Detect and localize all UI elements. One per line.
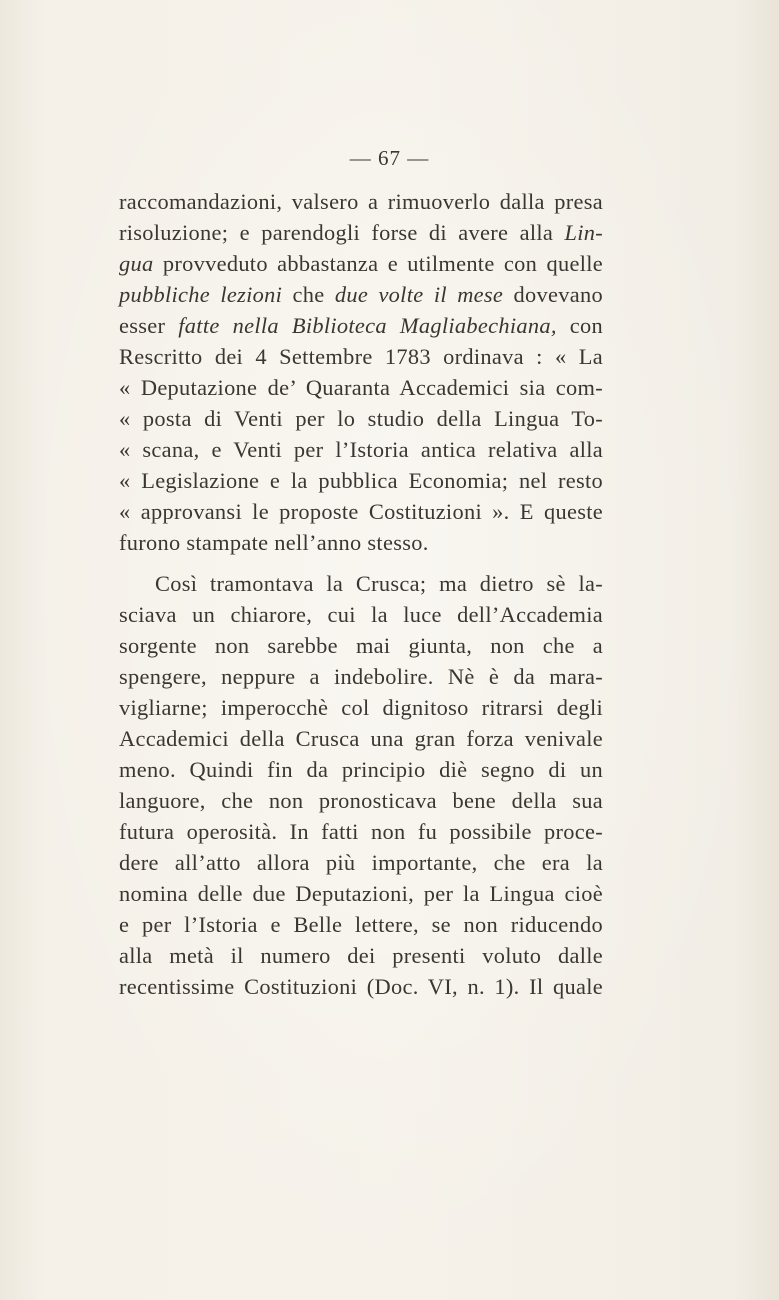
text-line [119, 630, 603, 661]
page-number: — 67 — [349, 146, 430, 170]
text-run: « Legislazione e la pubblica Economia; nel resto [119, 468, 603, 493]
text-line [119, 847, 603, 878]
italic-run: due volte il mese [334, 282, 504, 307]
italic-run: Lin- [564, 220, 603, 245]
text-run: dere all’atto allora più importante, che era la [119, 850, 603, 875]
text-run: « Deputazione de’ Quaranta Accademici sia com- [119, 375, 603, 400]
text-line [119, 816, 603, 847]
text-run: Accademici della Crusca una gran forza venivale [119, 726, 603, 751]
text-run: Rescritto dei 4 Settembre 1783 ordinava : « La [119, 344, 603, 369]
text-run: sciava un chiarore, cui la luce dell’Accademia [119, 602, 603, 627]
italic-run: pubbliche lezioni [119, 282, 283, 307]
paragraph-gap [119, 558, 603, 568]
paragraph-2 [119, 568, 603, 1002]
text-run: « approvansi le proposte Costituzioni ». E queste [119, 499, 603, 524]
text-line [119, 434, 603, 465]
text-run: « scana, e Venti per l’Istoria antica relativa alla [119, 437, 603, 462]
text-run: esser [119, 313, 179, 338]
text-run: raccomandazioni, valsero a rimuoverlo dalla presa [119, 189, 603, 214]
text-line [119, 372, 603, 403]
text-run: languore, che non pronosticava bene della sua [119, 788, 603, 813]
text-run: alla metà il numero dei presenti voluto dalle [119, 943, 603, 968]
text-line [119, 723, 603, 754]
text-line [119, 465, 603, 496]
text-run: futura operosità. In fatti non fu possibile proce- [119, 819, 603, 844]
italic-run: fatte nella Biblioteca Magliabechiana, [178, 313, 557, 338]
text-line [119, 496, 603, 527]
text-run: nomina delle due Deputazioni, per la Lingua cioè [119, 881, 603, 906]
text-line [119, 217, 603, 248]
text-line [119, 909, 603, 940]
text-line [119, 940, 603, 971]
text-run: risoluzione; e parendogli forse di avere alla [119, 220, 565, 245]
text-line [119, 310, 603, 341]
body-text [119, 186, 603, 1002]
text-run: che [282, 282, 335, 307]
text-run: e per l’Istoria e Belle lettere, se non riducendo [119, 912, 603, 937]
text-line [119, 248, 603, 279]
text-line [119, 599, 603, 630]
text-line [119, 279, 603, 310]
text-line [119, 661, 603, 692]
text-line [119, 568, 603, 599]
text-line [119, 692, 603, 723]
paragraph-1 [119, 186, 603, 558]
text-line [119, 186, 603, 217]
text-run: Così tramontava la Crusca; ma dietro sè la- [155, 571, 603, 596]
text-run: furono stampate nell’anno stesso. [119, 530, 429, 555]
italic-run: gua [119, 251, 154, 276]
text-line [119, 971, 603, 1002]
text-run: con [556, 313, 603, 338]
text-run: meno. Quindi fin da principio diè segno di un [119, 757, 603, 782]
text-line [119, 341, 603, 372]
text-run: dovevano [503, 282, 603, 307]
text-run: recentissime Costituzioni (Doc. VI, n. 1). Il quale [119, 974, 603, 999]
text-run: vigliarne; imperocchè col dignitoso ritrarsi degli [119, 695, 603, 720]
text-run: spengere, neppure a indebolire. Nè è da mara- [119, 664, 603, 689]
text-line [119, 878, 603, 909]
text-run: sorgente non sarebbe mai giunta, non che a [119, 633, 603, 658]
text-run: « posta di Venti per lo studio della Lingua To- [119, 406, 603, 431]
text-line [119, 403, 603, 434]
text-run: provveduto abbastanza e utilmente con quelle [153, 251, 603, 276]
text-line [119, 527, 603, 558]
text-line [119, 754, 603, 785]
text-line [119, 785, 603, 816]
